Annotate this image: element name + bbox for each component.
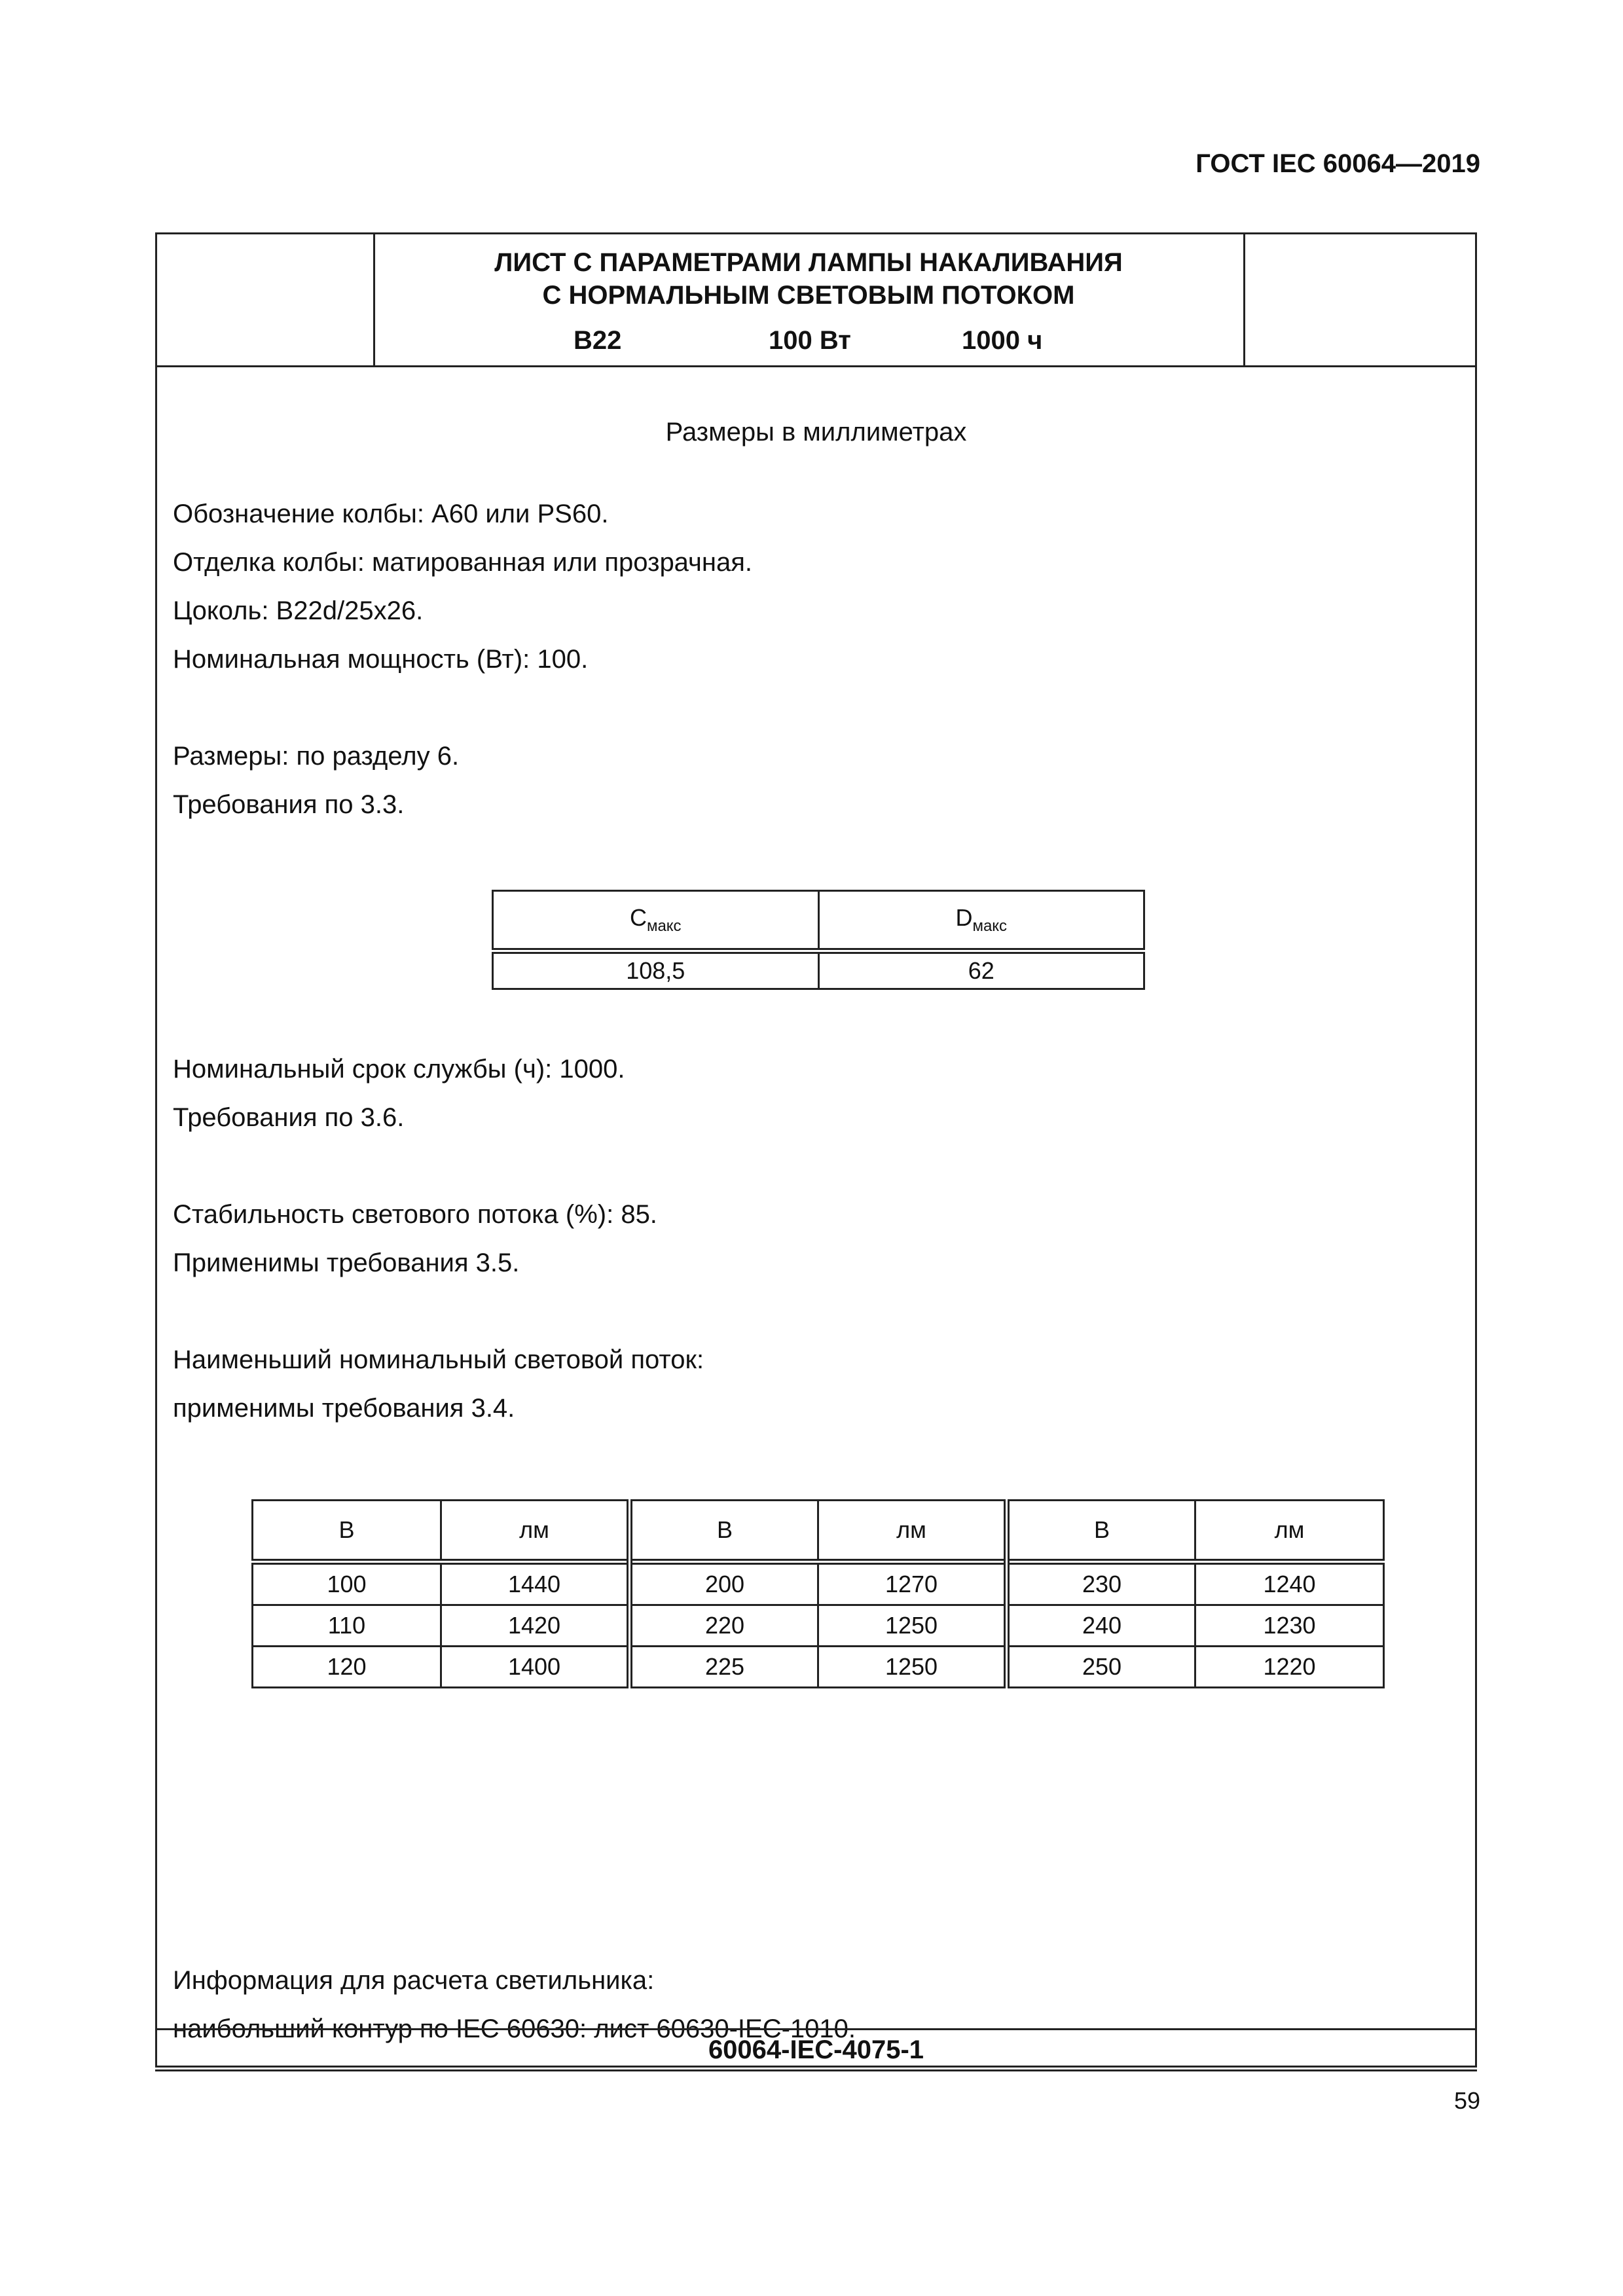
rated-wattage: Номинальная мощность (Вт): 100. [173, 645, 589, 674]
dim-header-c: $C_{макс}$ [493, 891, 819, 951]
standard-id: ГОСТ IEC 60064—2019 [1195, 149, 1480, 178]
flux-header-lumen: лм [818, 1501, 1007, 1562]
lumen-cell: 1420 [441, 1605, 630, 1647]
voltage-cell: 200 [630, 1562, 818, 1605]
flux-header-voltage: В [630, 1501, 818, 1562]
header-divider-left [373, 234, 375, 365]
lumen-maintenance-requirements: Применимы требования 3.5. [173, 1248, 520, 1277]
bulb-finish: Отделка колбы: матированная или прозрачная. [173, 548, 752, 577]
rated-life-text: Номинальный срок службы (ч): 1000. [173, 1055, 625, 1084]
flux-header-lumen: лм [1195, 1501, 1384, 1562]
voltage-cell: 230 [1007, 1562, 1195, 1605]
luminaire-info-heading: Информация для расчета светильника: [173, 1966, 655, 1995]
lumen-cell: 1250 [818, 1647, 1007, 1688]
flux-header-voltage: В [253, 1501, 441, 1562]
lumen-cell: 1230 [1195, 1605, 1384, 1647]
flux-header-voltage: В [1007, 1501, 1195, 1562]
lumen-cell: 1400 [441, 1647, 630, 1688]
sheet-title-line1: ЛИСТ С ПАРАМЕТРАМИ ЛАМПЫ НАКАЛИВАНИЯ [494, 248, 1123, 277]
lumen-cell: 1440 [441, 1562, 630, 1605]
lumen-cell: 1220 [1195, 1647, 1384, 1688]
dimensions-ref: Размеры: по разделу 6. [173, 742, 460, 771]
voltage-cell: 225 [630, 1647, 818, 1688]
header-divider-right [1243, 234, 1245, 365]
life-requirements: Требования по 3.6. [173, 1103, 405, 1132]
lumen-cell: 1240 [1195, 1562, 1384, 1605]
rated-life: 1000 ч [962, 326, 1043, 355]
flux-requirements: применимы требования 3.4. [173, 1394, 515, 1423]
page-number: 59 [1453, 2087, 1480, 2114]
sheet-title [376, 246, 1241, 312]
cap-designation: Цоколь: B22d/25x26. [173, 596, 424, 625]
table-row [253, 1562, 1384, 1605]
voltage-cell: 220 [630, 1605, 818, 1647]
rated-power: 100 Вт [769, 326, 851, 355]
units-note: Размеры в миллиметрах [665, 418, 967, 446]
voltage-cell: 110 [253, 1605, 441, 1647]
lumen-maintenance: Стабильность светового потока (%): 85. [173, 1200, 657, 1229]
voltage-cell: 100 [253, 1562, 441, 1605]
table-row [253, 1605, 1384, 1647]
lumen-cell: 1270 [818, 1562, 1007, 1605]
dim-value-d: 62 [818, 951, 1144, 989]
dim-value-c: 108,5 [493, 951, 819, 989]
footer-underline [155, 2069, 1477, 2071]
luminaire-info-detail: наибольший контур по IEC 60630: лист 60630-IEC-1010. [173, 2014, 856, 2043]
sheet-title-line2: С НОРМАЛЬНЫМ СВЕТОВЫМ ПОТОКОМ [542, 281, 1075, 310]
table-row [253, 1647, 1384, 1688]
sheet-header [157, 234, 1475, 367]
luminous-flux-table [251, 1499, 1385, 1688]
min-luminous-flux: Наименьший номинальный световой поток: [173, 1345, 704, 1374]
sheet-code: 60064-IEC-4075-1 [157, 2028, 1475, 2069]
bulb-designation: Обозначение колбы: A60 или PS60. [173, 500, 609, 528]
cap-type: B22 [574, 326, 622, 355]
dimensions-table [492, 890, 1145, 990]
voltage-cell: 250 [1007, 1647, 1195, 1688]
lumen-cell: 1250 [818, 1605, 1007, 1647]
voltage-cell: 240 [1007, 1605, 1195, 1647]
dimensions-requirements: Требования по 3.3. [173, 790, 405, 819]
data-sheet-frame [155, 232, 1477, 2068]
flux-header-lumen: лм [441, 1501, 630, 1562]
voltage-cell: 120 [253, 1647, 441, 1688]
dim-header-d: $D_{макс}$ [818, 891, 1144, 951]
